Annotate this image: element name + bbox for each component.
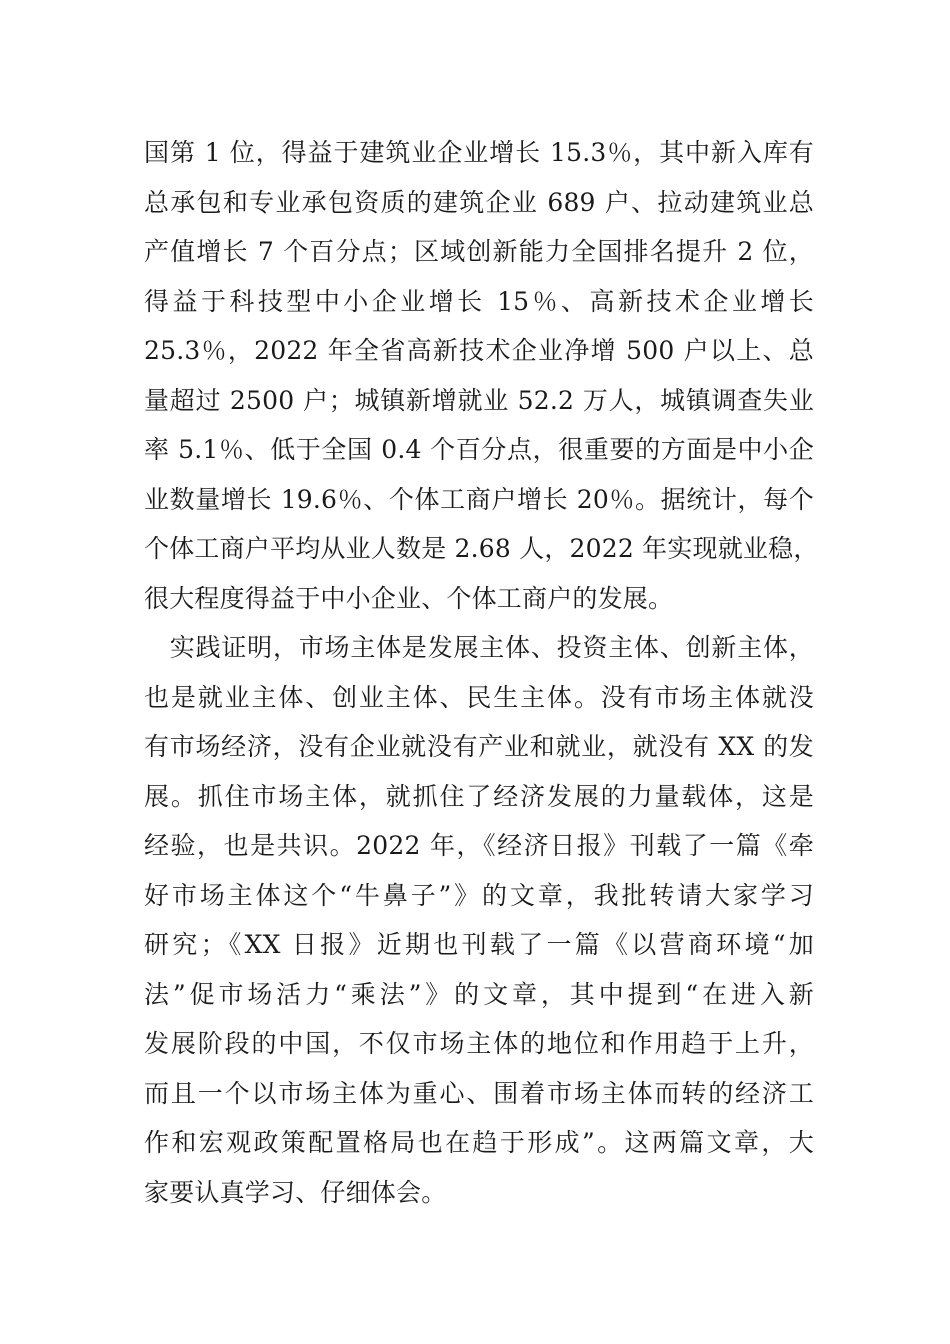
text-line: 法”促市场活力“乘法”》的文章，其中提到“在进入新 — [144, 979, 814, 1009]
text-line: 量超过 2500 户；城镇新增就业 52.2 万人，城镇调查失业 — [144, 385, 814, 415]
text-line: 很大程度得益于中小企业、个体工商户的发展。 — [144, 583, 674, 613]
text-line: 展。抓住市场主体，就抓住了经济发展的力量载体，这是 — [144, 781, 814, 811]
text-line: 也是就业主体、创业主体、民生主体。没有市场主体就没 — [144, 682, 814, 712]
text-line: 总承包和专业承包资质的建筑企业 689 户、拉动建筑业总 — [144, 187, 814, 217]
text-line: 得益于科技型中小企业增长 15％、高新技术企业增长 — [144, 286, 814, 316]
text-line: 经验，也是共识。2022 年，《经济日报》刊载了一篇《牵 — [144, 831, 814, 860]
text-line: 率 5.1％、低于全国 0.4 个百分点，很重要的方面是中小企 — [144, 435, 814, 464]
text-line: 有市场经济，没有企业就没有产业和就业，就没有 XX 的发 — [144, 732, 814, 761]
text-line: 25.3％，2022 年全省高新技术企业净增 500 户以上、总 — [144, 336, 814, 365]
text-line: 研究；《XX 日报》近期也刊载了一篇《以营商环境“加 — [144, 930, 814, 959]
text-line: 家要认真学习、仔细体会。 — [144, 1177, 447, 1207]
text-line: 国第 1 位，得益于建筑业企业增长 15.3％，其中新入库有 — [144, 138, 814, 167]
text-line: 作和宏观政策配置格局也在趋于形成”。这两篇文章，大 — [144, 1128, 814, 1157]
text-line: 业数量增长 19.6％、个体工商户增长 20％。据统计，每个 — [144, 484, 814, 514]
text-line: 产值增长 7 个百分点；区域创新能力全国排名提升 2 位， — [144, 237, 814, 266]
text-line: 个体工商户平均从业人数是 2.68 人，2022 年实现就业稳， — [144, 534, 819, 563]
text-line: 好市场主体这个“牛鼻子”》的文章，我批转请大家学习 — [144, 880, 814, 910]
text-line: 发展阶段的中国，不仅市场主体的地位和作用趋于上升， — [144, 1029, 814, 1058]
text-line: 实践证明，市场主体是发展主体、投资主体、创新主体， — [144, 633, 814, 662]
text-line: 而且一个以市场主体为重心、围着市场主体而转的经济工 — [144, 1078, 814, 1108]
body-text — [144, 128, 819, 1217]
